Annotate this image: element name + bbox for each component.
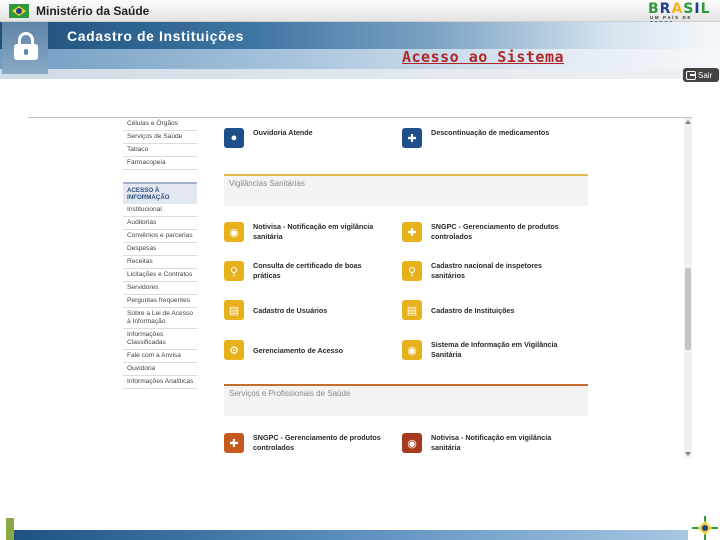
brasil-letter: L [700,1,711,17]
sidebar-item[interactable]: Auditorias [123,217,197,230]
vertical-scrollbar[interactable] [684,118,692,458]
section-title: Serviços e Profissionais de Saúde [229,389,351,398]
service-label: Cadastro de Usuários [253,306,328,315]
service-label: SNGPC - Gerenciamento de produtos controlados [253,433,381,452]
sidebar-item[interactable]: Perguntas frequentes [123,295,197,308]
service-inspetores[interactable] [402,261,569,281]
medicine-icon: ✚ [402,128,422,148]
ministry-title: Ministério da Saúde [36,4,150,18]
brasil-letter: B [648,1,660,17]
service-sngpc-2[interactable] [224,433,391,453]
institution-icon: ▤ [402,300,422,320]
medicine-icon: ✚ [224,433,244,453]
brazil-flag-icon [9,4,29,18]
sidebar-item[interactable]: Receitas [123,256,197,269]
exit-label: Sair [698,70,713,80]
service-label: Notivisa - Notificação em vigilância sanitária [253,222,374,241]
person-icon: ● [224,128,244,148]
service-label: Sistema de Informação em Vigilância Sanitária [431,340,558,359]
sidebar [123,118,197,389]
sidebar-item[interactable]: Servidores [123,282,197,295]
footer-band [14,530,688,540]
embedded-page [120,118,692,458]
service-label: SNGPC - Gerenciamento de produtos controlados [431,222,559,241]
section-vigilancias [224,174,588,206]
users-icon: ▤ [224,300,244,320]
eye-icon: ◉ [402,433,422,453]
service-label: Consulta de certificado de boas práticas [253,261,362,280]
eye-icon: ◉ [402,340,422,360]
scroll-up-icon[interactable] [685,120,691,124]
sidebar-item[interactable]: Sobre a Lei de Acesso à Informação [123,308,197,329]
sidebar-section-heading: ACESSO À INFORMAÇÃO [123,182,197,204]
scroll-thumb[interactable] [685,268,691,350]
search-icon: ⚲ [402,261,422,281]
sidebar-item[interactable]: Licitações e Contratos [123,269,197,282]
service-gerenciamento-acesso[interactable] [224,340,391,360]
footer-accent [6,518,14,540]
service-label: Cadastro nacional de inspetores sanitários [431,261,543,280]
service-notivisa-2[interactable] [402,433,569,453]
brasil-letter: I [694,1,701,17]
gear-icon: ⚙ [224,340,244,360]
service-label: Ouvidoria Atende [253,128,313,137]
service-label: Gerenciamento de Acesso [253,346,344,355]
sidebar-item[interactable]: Institucional [123,204,197,217]
eye-icon: ◉ [224,222,244,242]
service-sngpc[interactable] [402,222,569,242]
sidebar-item[interactable]: Células e Órgãos [123,118,197,131]
service-cadastro-usuarios[interactable] [224,300,391,320]
brasil-logo [648,1,718,21]
emblem-icon [692,516,718,540]
service-ouvidoria[interactable] [224,128,391,148]
service-cadastro-instituicoes[interactable] [402,300,569,320]
service-sistema-informacao[interactable] [402,340,569,360]
sidebar-item[interactable]: Tabaco [123,144,197,157]
search-icon: ⚲ [224,261,244,281]
header [0,22,720,82]
sidebar-item[interactable]: Ouvidoria [123,363,197,376]
lock-badge [2,22,48,74]
brasil-letter: S [683,1,695,17]
service-label: Cadastro de Instituições [431,306,515,315]
brasil-letter: A [671,1,684,17]
sidebar-item[interactable]: Convênios e parcerias [123,230,197,243]
access-system-link[interactable]: Acesso ao Sistema [402,48,565,66]
service-label: Notivisa - Notificação em vigilância sanitária [431,433,552,452]
sidebar-item[interactable]: Farmacopeia [123,157,197,170]
medicine-icon: ✚ [402,222,422,242]
service-certificado[interactable] [224,261,391,281]
page-title: Cadastro de Instituições [67,28,244,44]
scroll-down-icon[interactable] [685,452,691,456]
top-bar [0,0,720,22]
sidebar-item[interactable]: Serviços de Saúde [123,131,197,144]
sidebar-item[interactable]: Fale com a Anvisa [123,350,197,363]
footer [0,528,720,540]
brasil-tagline: UM PAÍS DE [650,15,692,20]
section-servicos [224,384,588,416]
brasil-letter: R [659,1,672,17]
exit-icon [686,71,696,80]
sidebar-item[interactable]: Informações Classificadas [123,329,197,350]
service-notivisa[interactable] [224,222,391,242]
service-label: Descontinuação de medicamentos [431,128,550,137]
service-descontinuacao[interactable] [402,128,569,148]
lock-icon [14,32,38,60]
exit-button[interactable] [683,68,719,82]
section-title: Vigilâncias Sanitárias [229,179,305,188]
sidebar-item[interactable]: Despesas [123,243,197,256]
sidebar-item[interactable]: Informações Analíticas [123,376,197,389]
